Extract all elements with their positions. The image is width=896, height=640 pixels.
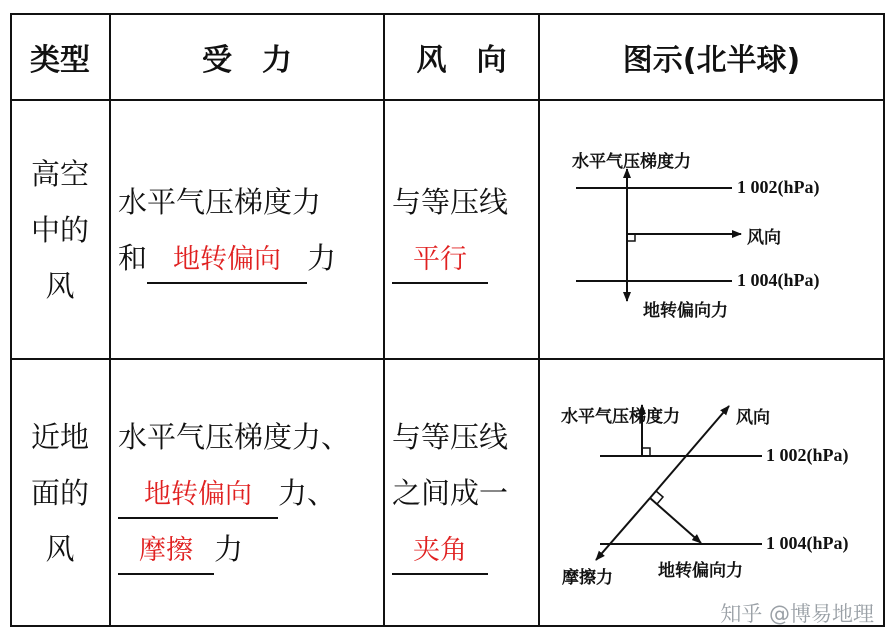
watermark: 知乎 @博易地理 (720, 602, 874, 626)
row2-force-blank1 (118, 471, 278, 519)
row2-type-line2: 面的 (30, 475, 89, 510)
row2-force-after1: 力、 (278, 475, 337, 510)
row2-direction-blank (392, 527, 488, 575)
row1-type-line1: 高空 (30, 156, 89, 191)
row1-force-prefix: 和 (118, 240, 148, 275)
coriolis-arrow-2 (650, 498, 701, 543)
row1-force-line1: 水平气压梯度力 (118, 184, 322, 219)
header-diagram: 图示(北半球) (622, 42, 801, 78)
right-angle-mark-3 (656, 491, 663, 504)
right-angle-mark-2 (642, 448, 650, 456)
diagram-upper-wind (540, 101, 884, 358)
row1-type-line2: 中的 (30, 212, 89, 247)
row1-type-line3: 风 (45, 268, 75, 303)
row1-type (10, 100, 110, 359)
label-pgf-1: 水平气压梯度力 (572, 152, 691, 172)
label-coriolis-1: 地转偏向力 (643, 301, 728, 321)
label-isobar-1004-1: 1 004(hPa) (737, 270, 820, 290)
diagram-surface-wind (540, 360, 884, 626)
row1-direction-line2 (392, 230, 508, 286)
row2-direction (384, 359, 539, 626)
label-coriolis-2: 地转偏向力 (658, 561, 743, 581)
row2-force-after2: 力 (214, 531, 244, 566)
header-type: 类型 (30, 42, 90, 78)
row1-direction-answer: 平行 (413, 243, 467, 275)
row2-force-blank2 (118, 527, 214, 575)
label-isobar-1002-2: 1 002(hPa) (766, 445, 849, 465)
label-isobar-1004-2: 1 004(hPa) (766, 533, 849, 553)
row1-direction-blank (392, 236, 488, 284)
label-pgf-2: 水平气压梯度力 (561, 407, 680, 427)
row2-type (10, 359, 110, 626)
row1-force-suffix: 力 (307, 240, 337, 275)
row2-direction-line1: 与等压线 (392, 419, 509, 454)
row2-force (110, 359, 384, 626)
row1-direction-line1: 与等压线 (392, 184, 509, 219)
row2-direction-line3 (392, 521, 508, 577)
header-force: 受 力 (202, 42, 292, 78)
row2-force-answer2: 摩擦 (139, 534, 193, 566)
row1-force-line2 (118, 230, 336, 286)
row2-force-answer1: 地转偏向 (144, 478, 252, 510)
label-isobar-1002-1: 1 002(hPa) (737, 177, 820, 197)
header-direction: 风 向 (416, 42, 507, 78)
row2-direction-line2: 之间成一 (392, 475, 509, 510)
row2-force-line1: 水平气压梯度力、 (118, 419, 351, 454)
row2-direction-answer: 夹角 (413, 534, 467, 566)
label-wind-1: 风向 (747, 228, 781, 248)
row2-type-line1: 近地 (30, 419, 89, 454)
right-angle-mark (627, 234, 635, 241)
label-friction: 摩擦力 (562, 568, 613, 588)
row1-force-blank (147, 236, 307, 284)
row1-force (110, 100, 384, 359)
row1-force-answer: 地转偏向 (173, 243, 282, 275)
label-wind-2: 风向 (736, 408, 770, 428)
row2-force-line3 (118, 521, 350, 577)
row2-force-line2 (118, 465, 350, 521)
friction-arrow (596, 498, 650, 560)
row2-type-line3: 风 (45, 531, 75, 566)
row1-direction (384, 100, 539, 359)
